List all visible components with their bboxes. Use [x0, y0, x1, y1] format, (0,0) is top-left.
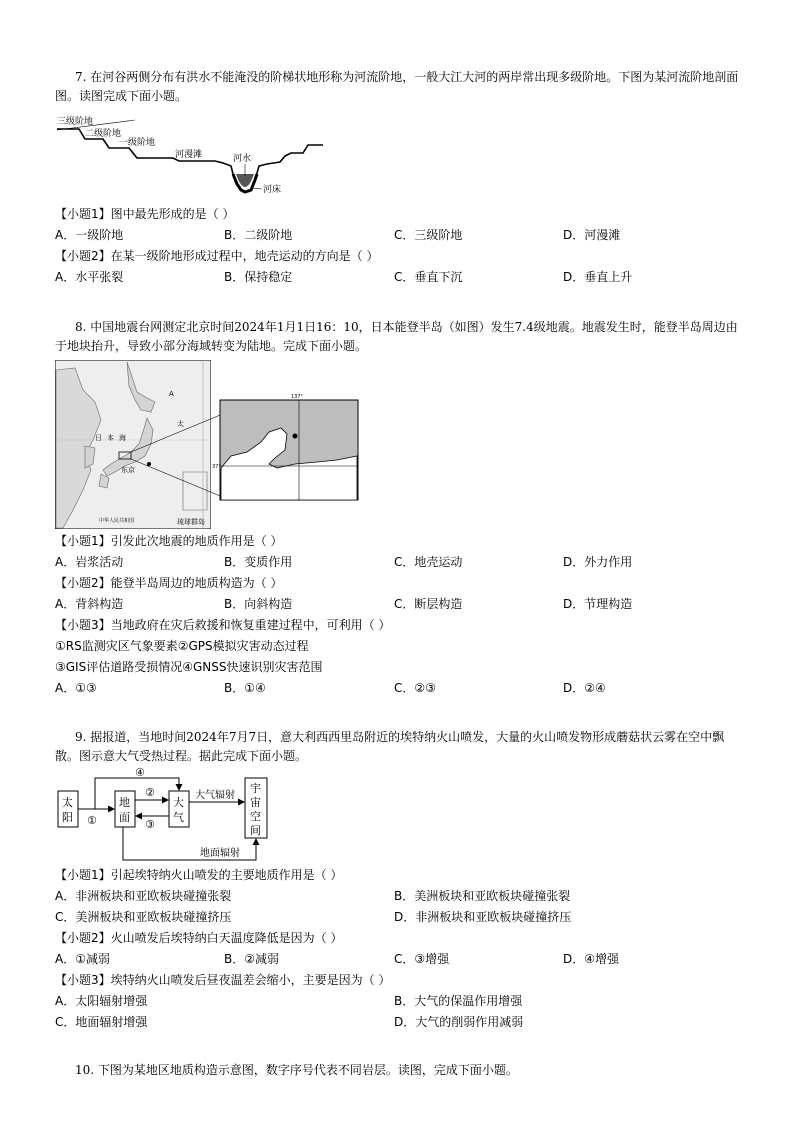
q8-sub3-option-d[interactable]: D．②④ [563, 681, 606, 695]
q10-number: 10. [75, 1063, 95, 1077]
atmospheric-heating-diagram [55, 766, 280, 864]
label-ryukyu: 琉球群岛 [177, 518, 205, 526]
q7-sub1-prompt: 【小题1】图中最先形成的是（ ） [55, 207, 235, 221]
q9-number: 9. [75, 730, 87, 744]
tokyo-dot [147, 462, 151, 466]
label-n2: ② [145, 786, 155, 799]
label-space-3: 空 [250, 810, 261, 823]
q7-sub1-option-a[interactable]: A．一级阶地 [55, 228, 124, 242]
q8-sub2-option-c[interactable]: C．断层构造 [394, 597, 463, 611]
label-terrace-2: 二级阶地 [85, 129, 122, 139]
q9-sub1-prompt: 【小题1】引起埃特纳火山喷发的主要地质作用是（ ） [55, 868, 343, 882]
label-terrace-1: 一级阶地 [119, 138, 156, 148]
label-n1: ① [87, 814, 97, 827]
q9-sub1-option-a[interactable]: A．非洲板块和亚欧板块碰撞张裂 [55, 889, 232, 903]
label-floodplain: 河漫滩 [175, 150, 203, 160]
q7-sub2-prompt: 【小题2】在某一级阶地形成过程中，地壳运动的方向是（ ） [55, 249, 379, 263]
q8-text: 中国地震台网测定北京时间2024年1月1日16：10，日本能登半岛（如图）发生7.4级地震。地震发生时，能登半岛周边由于地块抬升，导致小部分海域转变为陆地。完成下面小题。 [55, 320, 738, 353]
q7-sub2-option-c[interactable]: C．垂直下沉 [394, 270, 463, 284]
q9-text: 据报道，当地时间2024年7月7日，意大利西西里岛附近的埃特纳火山喷发，大量的火山喷发物形成蘑菇状云雾在空中飘散。图示意大气受热过程。据此完成下面小题。 [55, 730, 725, 763]
label-n3: ③ [145, 818, 155, 831]
q9-sub1-option-d[interactable]: D．非洲板块和亚欧板块碰撞挤压 [394, 910, 572, 924]
q7-sub1-option-c[interactable]: C．三级阶地 [394, 228, 463, 242]
q8-sub3-prompt: 【小题3】当地政府在灾后救援和恢复重建过程中，可利用（ ） [55, 618, 391, 632]
q8-sub2-option-a[interactable]: A．背斜构造 [55, 597, 124, 611]
q9-stem [55, 728, 745, 766]
q7-sub1-option-d[interactable]: D．河漫滩 [563, 228, 621, 242]
q8-sub3-choices-1: ①RS监测灾区气象要素②GPS模拟灾害动态过程 [55, 639, 309, 653]
label-sun-1: 太 [62, 796, 73, 809]
q7-sub2-option-d[interactable]: D．垂直上升 [563, 270, 633, 284]
label-n4: ④ [135, 766, 145, 779]
q8-number: 8. [75, 320, 87, 334]
q8-sub3-option-b[interactable]: B．①④ [224, 681, 266, 695]
epicenter-dot [293, 434, 298, 439]
label-atm-2: 气 [173, 811, 184, 824]
q9-sub2-option-b[interactable]: B．②减弱 [224, 952, 279, 966]
label-sun-2: 阳 [62, 811, 73, 824]
q9-sub3-option-a[interactable]: A．太阳辐射增强 [55, 994, 148, 1008]
label-japan-sea-3: 海 [119, 434, 126, 442]
q9-sub3-option-c[interactable]: C．地面辐射增强 [55, 1015, 148, 1029]
label-sea-a: A [169, 390, 174, 398]
q7-stem [55, 68, 745, 106]
q8-sub1-option-b[interactable]: B．变质作用 [224, 555, 293, 569]
label-japan-sea-1: 日 [95, 434, 102, 442]
q8-sub1-option-d[interactable]: D．外力作用 [563, 555, 633, 569]
arrow-4 [95, 778, 179, 809]
label-river-water: 河水 [233, 154, 252, 164]
label-tokyo: 东京 [121, 466, 135, 474]
q8-sub1-option-a[interactable]: A．岩浆活动 [55, 555, 124, 569]
q7-sub1-option-b[interactable]: B．二级阶地 [224, 228, 293, 242]
q9-sub1-option-c[interactable]: C．美洲板块和亚欧板块碰撞挤压 [55, 910, 232, 924]
q9-sub2-option-c[interactable]: C．③增强 [394, 952, 450, 966]
label-space-2: 宙 [250, 796, 261, 809]
label-ground-radiation: 地面辐射 [200, 848, 240, 859]
label-space-4: 间 [250, 824, 261, 837]
q7-text: 在河谷两侧分布有洪水不能淹没的阶梯状地形称为河流阶地，一般大江大河的两岸常出现多级阶地。下图为某河流阶地剖面图。读图完成下面小题。 [55, 70, 739, 103]
q10-stem [55, 1061, 745, 1080]
label-pacific: 太 [177, 420, 184, 428]
q8-sub2-option-b[interactable]: B．向斜构造 [224, 597, 293, 611]
label-space-1: 宇 [250, 782, 261, 795]
label-prc: 中华人民共和国 [99, 518, 135, 524]
q9-sub1-option-b[interactable]: B．美洲板块和亚欧板块碰撞张裂 [394, 889, 571, 903]
q9-sub3-option-b[interactable]: B．大气的保温作用增强 [394, 994, 523, 1008]
q9-sub3-option-d[interactable]: D．大气的削弱作用减弱 [394, 1015, 524, 1029]
label-ground-1: 地 [119, 796, 130, 809]
label-atm-radiation: 大气辐射 [195, 790, 235, 801]
noto-peninsula-map [55, 360, 360, 530]
q8-sub2-option-d[interactable]: D．节理构造 [563, 597, 633, 611]
q8-sub3-option-a[interactable]: A．①③ [55, 681, 97, 695]
label-lat: 37° [212, 464, 221, 470]
q8-sub1-prompt: 【小题1】引发此次地震的地质作用是（ ） [55, 534, 283, 548]
q9-sub3-prompt: 【小题3】埃特纳火山喷发后昼夜温差会缩小，主要是因为（ ） [55, 973, 391, 987]
q8-sub2-prompt: 【小题2】能登半岛周边的地质构造为（ ） [55, 576, 283, 590]
q10-text: 下图为某地区地质构造示意图，数字序号代表不同岩层。读图，完成下面小题。 [97, 1063, 518, 1077]
label-japan-sea-2: 本 [107, 434, 114, 442]
label-lon: 137° [291, 394, 304, 400]
label-riverbed: 河床 [263, 185, 282, 195]
label-atm-1: 大 [173, 796, 184, 809]
q9-sub2-option-d[interactable]: D．④增强 [563, 952, 619, 966]
q8-sub3-choices-2: ③GIS评估道路受损情况④GNSS快速识别灾害范围 [55, 660, 323, 674]
q9-sub2-prompt: 【小题2】火山喷发后埃特纳白天温度降低是因为（ ） [55, 931, 343, 945]
q8-stem [55, 318, 745, 356]
q7-sub2-option-a[interactable]: A．水平张裂 [55, 270, 124, 284]
q7-number: 7. [75, 70, 87, 84]
q7-sub2-option-b[interactable]: B．保持稳定 [224, 270, 293, 284]
label-terrace-3: 三级阶地 [57, 117, 94, 127]
q8-sub3-option-c[interactable]: C．②③ [394, 681, 436, 695]
q8-sub1-option-c[interactable]: C．地壳运动 [394, 555, 463, 569]
q9-sub2-option-a[interactable]: A．①减弱 [55, 952, 110, 966]
river-terrace-profile [55, 112, 325, 204]
label-ground-2: 面 [119, 811, 130, 824]
